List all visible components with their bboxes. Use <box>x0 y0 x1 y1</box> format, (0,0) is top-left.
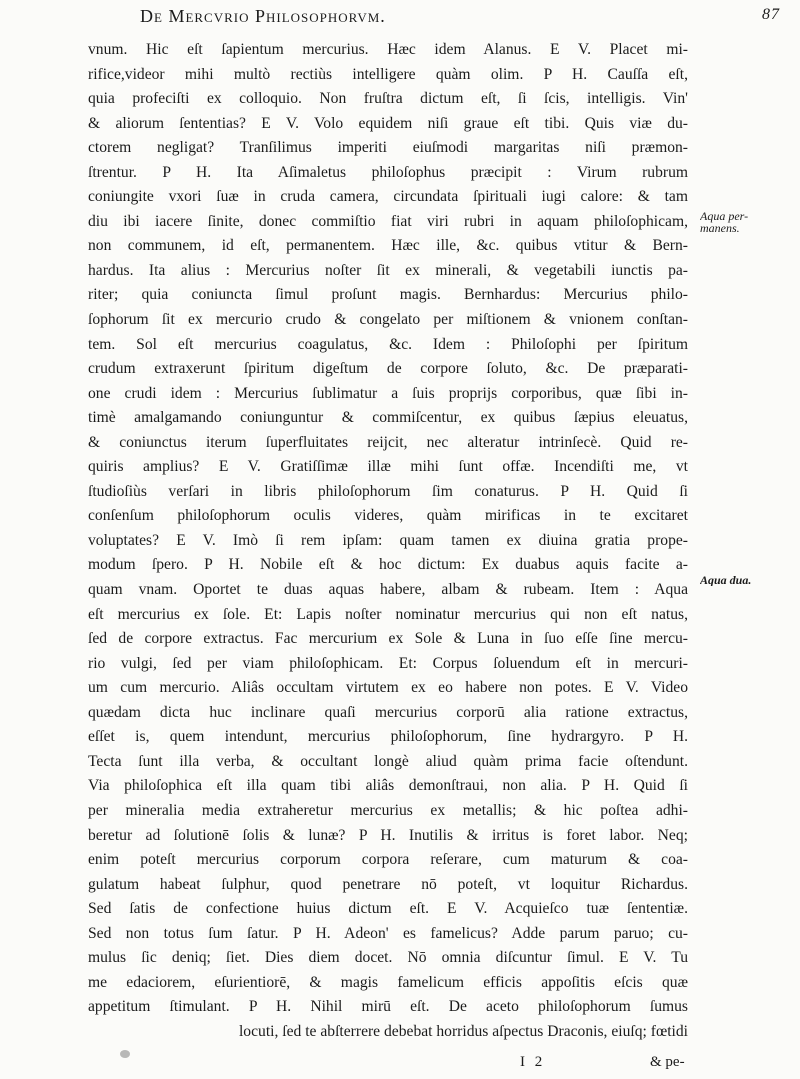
text-line: quam vnam. Oportet te duas aquas habere, albam & rubeam. Item : Aqua <box>88 581 688 599</box>
ink-blot <box>120 1050 130 1058</box>
text-line: per mineralia media extraheretur mercurius ex metallis; & hic poſtea adhi- <box>88 801 688 819</box>
text-line: & aliorum ſententias? E V. Volo equidem niſi graue eſt tibi. Quis viæ du- <box>88 114 688 132</box>
text-line: ſtudioſiùs verſari in libris philoſophorum ſim conaturus. P H. Quid ſi <box>88 482 688 500</box>
text-line: diu ibi iacere ſinite, donec commiſtio fiat viri rubri in aquam philoſophicam, <box>88 212 688 230</box>
text-line: ctorem negligat? Tranſilimus imperiti eiuſmodi margaritas niſi præmon- <box>88 139 688 157</box>
text-line: coniungite vxori ſuæ in cruda camera, circundata ſpirituali iugi calore: & tam <box>88 188 688 206</box>
margin-note-aqua-dua <box>700 574 796 586</box>
text-line: ſophorum ſit ex mercurio crudo & congelato per miſtionem & vnionem conſtan- <box>88 311 688 329</box>
text-line: hardus. Ita alius : Mercurius noſter ſit ex minerali, & vegetabili iunctis pa- <box>88 261 688 279</box>
text-line: appetitum ſtimulant. P H. Nihil mirū eſt. De aceto philoſophorum ſumus <box>88 998 688 1016</box>
text-line: eſſet is, quem intendunt, mercurius philoſophorum, ſine hydrargyro. P H. <box>88 728 688 746</box>
text-line: riter; quia coniuncta ſimul proſunt magis. Bernhardus: Mercurius philo- <box>88 286 688 304</box>
text-line: tem. Sol eſt mercurius coagulatus, &c. Idem : Philoſophi per ſpiritum <box>88 335 688 353</box>
text-line: vnum. Hic eſt ſapientum mercurius. Hæc idem Alanus. E V. Placet mi- <box>88 41 688 58</box>
text-line: timè amalgamando coniunguntur & commiſcentur, ex quibus ſæpius eleuatus, <box>88 409 688 427</box>
text-line: quia profeciſti ex colloquio. Non fruſtra dictum eſt, ſi ſcis, intelligis. Vin' <box>88 90 688 108</box>
text-line: crudum extraxerunt ſpiritum digeſtum de corpore ſoluto, &c. De præparati- <box>88 360 688 378</box>
catchword: & pe- <box>650 1054 685 1070</box>
margin-note-line: manens. <box>700 221 740 234</box>
margin-note-line: Aqua dua. <box>700 574 752 586</box>
page-number: 87 <box>762 6 780 23</box>
text-line: quædam dicta huc inclinare quaſi mercurius corporū alia ratione extractus, <box>88 703 688 721</box>
running-title: De Mercvrio Philosophorvm. <box>140 6 386 26</box>
text-line: rifice,videor mihi multò rectiùs intelligere quàm olim. P H. Cauſſa eſt, <box>88 65 688 83</box>
text-line: voluptates? E V. Imò ſi rem ipſam: quam tamen ex diuina gratia prope- <box>88 531 688 549</box>
text-line: non communem, id eſt, permanentem. Hæc ille, &c. quibus vtitur & Bern- <box>88 237 688 255</box>
signature-mark: I 2 <box>520 1054 546 1070</box>
text-line: & coniunctus iterum ſuperfluitates reijcit, nec alteratur intrinſecè. Quid re- <box>88 433 688 451</box>
text-line: locuti, ſed te abſterrere debebat horridus aſpectus Draconis, eiuſq; fœtidi <box>238 1022 688 1040</box>
text-line: Tecta ſunt illa verba, & occultant longè aliud quàm prima facie oſtendunt. <box>88 752 688 770</box>
text-line: gulatum habeat ſulphur, quod penetrare nō poteſt, vt loquitur Richardus. <box>88 875 688 893</box>
running-header <box>140 6 780 30</box>
text-line: beretur ad ſolutionē ſolis & lunæ? P H. Inutilis & irritus is foret labor. Neq; <box>88 826 688 844</box>
margin-note-line: Aqua per- <box>700 210 749 223</box>
text-line: Sed ſatis de confectione huius dictum eſt. E V. Acquieſco tuæ ſententiæ. <box>88 900 688 918</box>
text-line: um cum mercurio. Aliâs occultam virtutem ex eo habere non potes. E V. Video <box>88 679 688 697</box>
text-line: modum ſpero. P H. Nobile eſt & hoc dictum: Ex duabus aquis facite a- <box>88 556 688 574</box>
text-line: me edaciorem, eſurientiorē, & magis famelicum efficis appoſitis eſcis quæ <box>88 973 688 991</box>
text-line: conſenſum philoſophorum oculis videres, quàm mirificas in te excitaret <box>88 507 688 525</box>
text-line: Via philoſophica eſt illa quam tibi aliâs demonſtraui, non alia. P H. Quid ſi <box>88 777 688 795</box>
text-line: ſtrentur. P H. Ita Aſimaletus philoſophus præcipit : Virum rubrum <box>88 163 688 181</box>
text-line: mulus ſic deniq; ſiet. Dies diem docet. Nō omnia diſcuntur ſimul. E V. Tu <box>88 949 688 967</box>
text-line: rio vulgi, ſed per viam philoſophicam. Et: Corpus ſoluendum eſt in mercuri- <box>88 654 688 672</box>
text-line: quiris amplius? E V. Gratiſſimæ illæ mihi ſunt offæ. Incendiſti me, vt <box>88 458 688 476</box>
text-line: Sed non totus ſum ſatur. P H. Adeon' es famelicus? Adde parum paruo; cu- <box>88 924 688 942</box>
margin-note-aqua-permanens <box>700 210 796 234</box>
text-line: one crudi idem : Mercurius ſublimatur a ſuis proprijs corporibus, quæ ſibi in- <box>88 384 688 402</box>
text-line: enim poteſt mercurius corporum corpora reſerare, cum maturum & coa- <box>88 851 688 869</box>
text-line: eſt mercurius ex ſole. Et: Lapis noſter nominatur mercurius qui non eſt natus, <box>88 605 688 623</box>
body-text <box>88 38 688 1044</box>
text-line: ſed de corpore extractus. Fac mercurium ex Sole & Luna in ſuo eſſe ſine mercu- <box>88 630 688 648</box>
